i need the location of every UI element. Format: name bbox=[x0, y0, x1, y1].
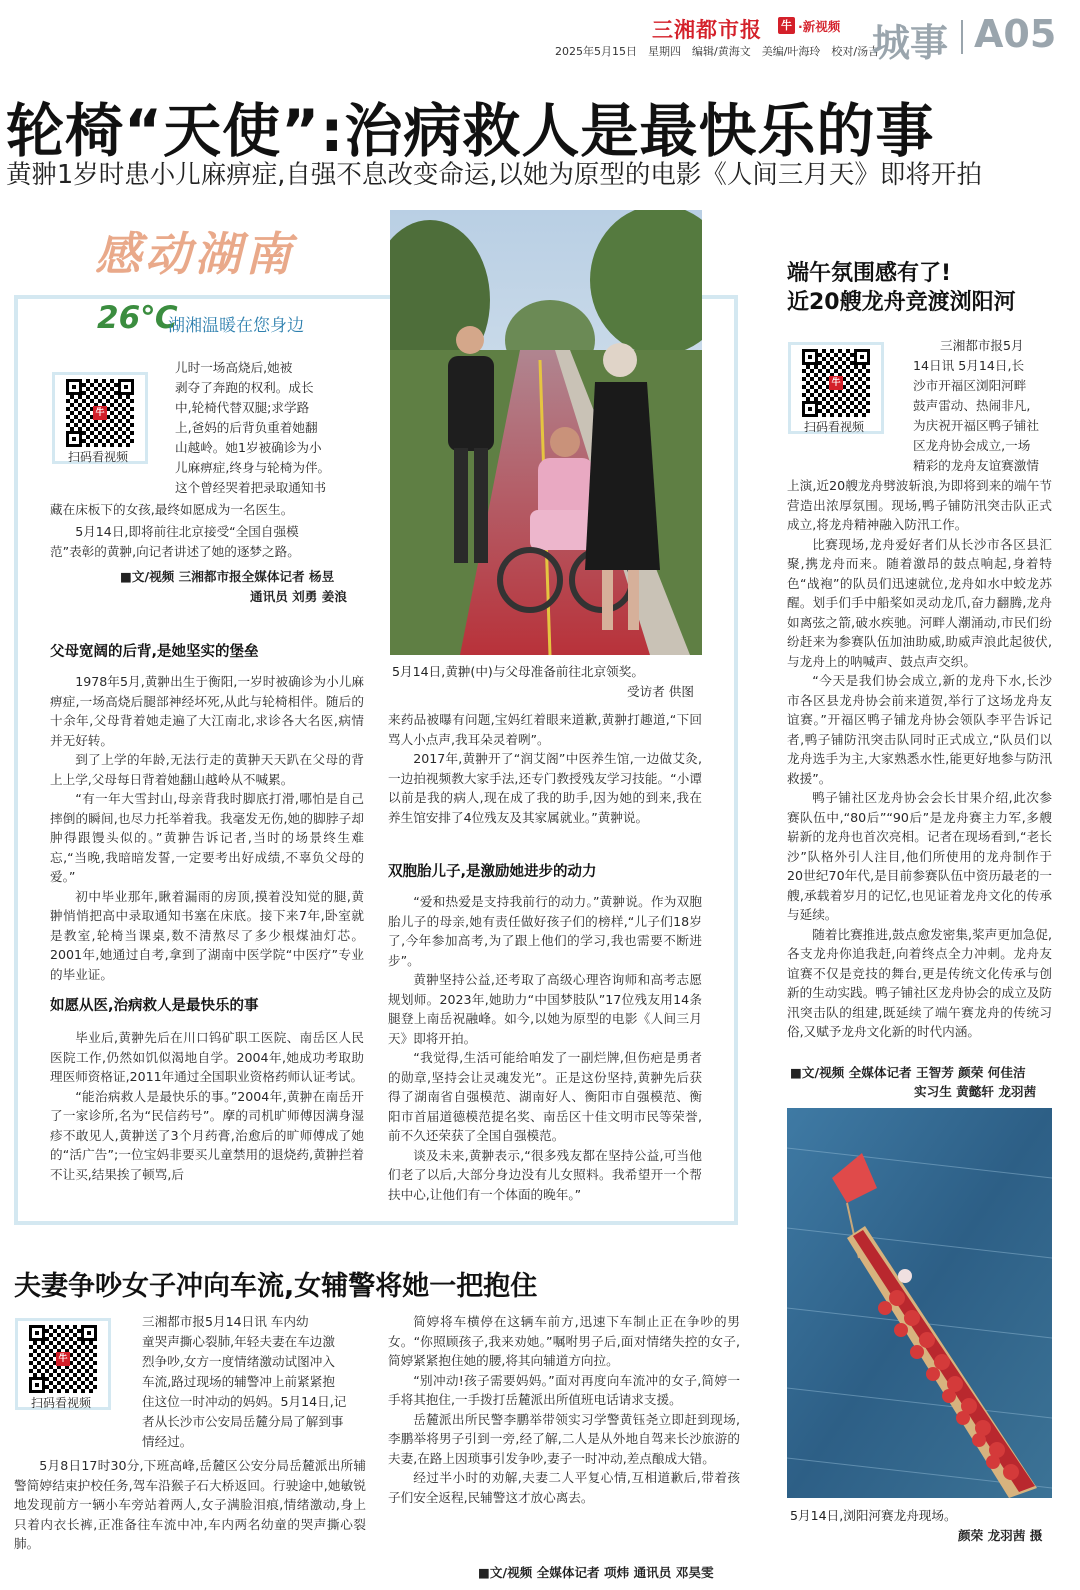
lead-photo-illustration bbox=[390, 210, 702, 655]
paragraph: “今天是我们协会成立,新的龙舟下水,长沙市各区县龙舟协会前来道贺,举行了这场龙舟友谊赛。”开福区鸭子铺龙舟协会领队李平告诉记者,鸭子铺防汛突击队同时正式成立,“队员们以龙舟选手为主,大家熟悉水性,能更好地参与防汛救援”。 bbox=[787, 673, 1052, 786]
paragraph: 经过半小时的劝解,夫妻二人平复心情,互相道歉后,带着孩子们安全返程,民辅警这才放心离去。 bbox=[388, 1470, 740, 1505]
paragraph: 上演,近20艘龙舟劈波斩浪,为即将到来的端午节营造出浓厚氛围。现场,鸭子铺防汛突击队正式成立,将龙舟精神融入防汛工作。 bbox=[787, 478, 1052, 532]
paragraph: 2017年,黄翀开了“润艾阁”中医养生馆,一边做艾灸,一边拍视频教大家手法,还专门教授残友学习技能。“小谭以前是我的病人,现在成了我的助手,因为她的到来,我在养生馆安排了4位残友及其家属就业。”黄翀说。 bbox=[388, 751, 702, 825]
column-tagline: 湖湘温暖在您身边 bbox=[168, 316, 304, 336]
lead-byline: ■文/视频 三湘都市报全媒体记者 杨昱 bbox=[120, 569, 335, 584]
issue-meta: 2025年5月15日 星期四 编辑/黄海文 美编/叶海玲 校对/汤吉 bbox=[555, 45, 880, 58]
lead-intro-line: 5月14日,即将前往北京接受“全国自强模 bbox=[75, 524, 299, 539]
paragraph: “别冲动!孩子需要妈妈。”面对再度向车流冲的女子,简婷一手将其抱住,一手拨打岳麓派出所值班电话请求支援。 bbox=[388, 1372, 740, 1407]
lead-byline-2: 通讯员 刘勇 姜浪 bbox=[250, 589, 347, 604]
side-lead-line: 沙市开福区浏阳河畔 bbox=[913, 378, 1027, 393]
paragraph: “有一年大雪封山,母亲背我时脚底打滑,哪怕是自己摔倒的瞬间,也尽力托举着我。我毫发无伤,她的脚脖子却肿得跟馒头似的。”黄翀告诉记者,当时的场景终生难忘,“当晚,我暗暗发誓,一定要考出好成绩,不辜负父母的爱。” bbox=[50, 791, 364, 884]
side-lead-line: 区龙舟协会成立,一场 bbox=[913, 438, 1031, 453]
side-photo bbox=[787, 1108, 1052, 1498]
subhead-sons: 双胞胎儿子,是激励她进步的动力 bbox=[388, 864, 597, 880]
page-number: A05 bbox=[974, 12, 1057, 56]
paragraph: 5月8日17时30分,下班高峰,岳麓区公安分局岳麓派出所辅警简婷结束护校任务,驾车沿猴子石大桥返回。行驶途中,她敏锐地发现前方一辆小车旁站着两人,女子满脸泪痕,情绪激动,身上只着内衣长裤,正准备往车流中冲,车内两名幼童的哭声撕心裂肺。 bbox=[14, 1458, 366, 1551]
second-lead-line: 车流,路过现场的辅警冲上前紧紧抱 bbox=[142, 1374, 335, 1389]
paragraph: 来药品被曝有问题,宝妈红着眼来道歉,黄翀打趣道,“下回骂人小点声,我耳朵灵着咧”。 bbox=[388, 712, 702, 747]
side-lead-line: 14日讯 5月14日,长 bbox=[913, 358, 1025, 373]
second-col1 bbox=[14, 1456, 366, 1554]
paragraph: “我觉得,生活可能给咱发了一副烂牌,但伤疤是勇者的勋章,坚持会让灵魂发光”。正是这份坚持,黄翀先后获得了湖南省自强模范、湖南好人、衡阳市自强模范、衡阳市首届道德模范提名奖、南岳区十佳文明市民等荣誉,前不久还荣获了全国自强模范。 bbox=[388, 1050, 702, 1143]
lead-intro-line: 这个曾经哭着把录取通知书 bbox=[175, 480, 327, 495]
lead-intro-line: 儿时一场高烧后,她被 bbox=[175, 360, 293, 375]
paragraph: “爱和热爱是支持我前行的动力。”黄翀说。作为双胞胎儿子的母亲,她有责任做好孩子们的榜样,“儿子们18岁了,今年参加高考,为了跟上他们的学习,我也需要不断进步”。 bbox=[388, 894, 702, 968]
paragraph: 毕业后,黄翀先后在川口钨矿职工医院、南岳区人民医院工作,仍然如饥似渴地自学。2004年,她成功考取助理医师资格证,2011年通过全国职业资格药师认证考试。 bbox=[50, 1030, 364, 1084]
newspaper-brand: 三湘都市报 bbox=[652, 18, 762, 42]
lead-col1-bottom bbox=[50, 1028, 364, 1184]
side-qr-box[interactable] bbox=[788, 342, 884, 434]
second-lead-line: 情经过。 bbox=[142, 1434, 193, 1449]
qr-label: 扫码看视频 bbox=[804, 420, 865, 434]
lead-subhead: 黄翀1岁时患小儿麻痹症,自强不息改变命运,以她为原型的电影《人间三月天》即将开拍 bbox=[6, 160, 982, 190]
paragraph: 初中毕业那年,瞅着漏雨的房顶,摸着没知觉的腿,黄翀悄悄把高中录取通知书塞在床底。接下来7年,卧室就是教室,轮椅当课桌,数不清熬尽了多少根煤油灯芯。2001年,她通过自考,拿到了湖南中医学院“中医疗”专业的毕业证。 bbox=[50, 888, 364, 982]
paragraph: 黄翀坚持公益,还考取了高级心理咨询师和高考志愿规划师。2023年,她助力“中国梦肢队”17位残友用14条腿登上南岳祝融峰。如今,以她为原型的电影《人间三月天》即将开拍。 bbox=[388, 972, 702, 1046]
side-photo-credit: 颜荣 龙羽茜 摄 bbox=[958, 1528, 1043, 1543]
lead-col1-top bbox=[50, 672, 364, 984]
column-temp: 26℃ bbox=[97, 300, 178, 336]
second-byline: ■文/视频 全媒体记者 项炜 通讯员 邓昊雯 bbox=[478, 1565, 714, 1580]
second-lead-line: 烈争吵,女方一度情绪激动试图冲入 bbox=[142, 1354, 335, 1369]
second-headline: 夫妻争吵女子冲向车流,女辅警将她一把抱住 bbox=[14, 1271, 538, 1302]
brand-logo-icon: 牛 bbox=[778, 17, 795, 34]
lead-qr-box[interactable] bbox=[52, 372, 148, 464]
paragraph: 简婷将车横停在这辆车前方,迅速下车制止正在争吵的男女。“你照顾孩子,我来劝她。”嘱咐男子后,面对情绪失控的女子,简婷紧紧抱住她的腰,将其向辅道方向拉。 bbox=[388, 1314, 740, 1368]
lead-intro-line: 山越岭。她1岁被确诊为小 bbox=[175, 440, 322, 455]
side-byline-2: 实习生 黄懿轩 龙羽茜 bbox=[914, 1084, 1037, 1099]
section-divider bbox=[961, 20, 963, 54]
paragraph: 到了上学的年龄,无法行走的黄翀天天趴在父母的背上上学,父母每日背着她翻山越岭从不喊累。 bbox=[50, 752, 364, 787]
side-headline-1: 端午氛围感有了! bbox=[787, 261, 952, 286]
second-qr-box[interactable] bbox=[15, 1318, 111, 1410]
brand-suffix: ·新视频 bbox=[798, 19, 841, 34]
second-lead-line: 童哭声撕心裂肺,年轻夫妻在车边激 bbox=[142, 1334, 335, 1349]
paragraph: 谈及未来,黄翀表示,“很多残友都在坚持公益,可当他们老了以后,大部分身边没有儿女照料。我希望开一个帮扶中心,让他们有一个体面的晚年。” bbox=[388, 1147, 702, 1202]
column-title: 感动湖南 bbox=[95, 227, 295, 281]
second-lead-line: 者从长沙市公安局岳麓分局了解到事 bbox=[142, 1414, 344, 1429]
lead-intro-line: 藏在床板下的女孩,最终如愿成为一名医生。 bbox=[50, 502, 294, 517]
lead-col2-bottom bbox=[388, 892, 702, 1204]
second-col2 bbox=[388, 1312, 740, 1507]
qr-code-icon[interactable]: 牛 bbox=[29, 1325, 97, 1393]
lead-intro-line: 剥夺了奔跑的权利。成长 bbox=[175, 380, 314, 395]
section-name: 城事 bbox=[872, 21, 949, 65]
lead-headline: 轮椅“天使”:治病救人是最快乐的事 bbox=[6, 97, 935, 165]
second-lead-line: 住这位一时冲动的妈妈。5月14日,记 bbox=[142, 1394, 347, 1409]
lead-intro-line: 上,爸妈的后背负重着她翻 bbox=[175, 420, 318, 435]
side-byline: ■文/视频 全媒体记者 王智芳 颜荣 何佳洁 bbox=[790, 1065, 1026, 1080]
paragraph: 1978年5月,黄翀出生于衡阳,一岁时被确诊为小儿麻痹症,一场高烧后腿部神经坏死,从此与轮椅相伴。随后的十余年,父母背着她走遍了大江南北,求诊各大名医,病情并无好转。 bbox=[50, 674, 364, 748]
side-lead-line: 为庆祝开福区鸭子铺社 bbox=[913, 418, 1039, 433]
paragraph: 比赛现场,龙舟爱好者们从长沙市各区县汇聚,携龙舟而来。随着激昂的鼓点响起,身着特色“战袍”的队员们迅速就位,龙舟如水中蛟龙苏醒。划手们手中船桨如灵动龙爪,奋力翻腾,龙舟如离弦之箭,破水疾驰。河畔人潮涌动,市民们纷纷赶来为参赛队伍加油助威,助威声浪此起彼伏,与龙舟上的呐喊声、鼓点声交织。 bbox=[787, 536, 1052, 669]
qr-code-icon[interactable]: 牛 bbox=[66, 379, 134, 447]
paragraph: “能治病救人是最快乐的事。”2004年,黄翀在南岳开了一家诊所,名为“民信药号”。摩的司机旷师傅因满身湿疹不敢见人,黄翀送了3个月药膏,治愈后的旷师傅成了她的“活广告”;一位宝妈非要买儿童禁用的退烧药,黄翀拦着不让买,结果挨了顿骂,后 bbox=[50, 1088, 364, 1182]
lead-col2-top bbox=[388, 710, 702, 827]
lead-photo-credit: 受访者 供图 bbox=[627, 684, 694, 699]
subhead-parents: 父母宽阔的后背,是她坚实的堡垒 bbox=[50, 644, 259, 660]
paragraph: 随着比赛推进,鼓点愈发密集,桨声更加急促,各支龙舟你追我赶,向着终点全力冲刺。龙舟友谊赛不仅是竞技的舞台,更是传统文化传承与创新的生动实践。鸭子铺社区龙舟协会的成立及防汛突击队的组建,既延续了端午赛龙舟的传统习俗,又赋予龙舟文化新的时代内涵。 bbox=[787, 926, 1052, 1039]
second-lead-line: 三湘都市报5月14日讯 车内幼 bbox=[142, 1314, 309, 1329]
paragraph: 鸭子铺社区龙舟协会会长甘果介绍,此次参赛队伍中,“80后”“90后”是龙舟赛主力军,多艘崭新的龙舟也首次亮相。记者在现场看到,“老长沙”队格外引人注目,他们所使用的龙舟制作于20世纪70年代,是目前参赛队伍中资历最老的一艘,承载着岁月的记忆,也见证着龙舟文化的传承与延续。 bbox=[787, 790, 1052, 922]
qr-label: 扫码看视频 bbox=[31, 1396, 92, 1410]
lead-photo bbox=[390, 210, 702, 655]
side-body bbox=[787, 476, 1052, 1042]
lead-intro-line: 儿麻痹症,终身与轮椅为伴。 bbox=[175, 460, 331, 475]
side-lead-line: 鼓声雷动、热闹非凡, bbox=[913, 398, 1031, 413]
lead-photo-caption: 5月14日,黄翀(中)与父母准备前往北京领奖。 bbox=[392, 664, 644, 679]
qr-label: 扫码看视频 bbox=[68, 450, 129, 464]
subhead-doctor: 如愿从医,治病救人是最快乐的事 bbox=[50, 998, 259, 1014]
side-photo-caption: 5月14日,浏阳河赛龙舟现场。 bbox=[790, 1508, 957, 1523]
lead-intro-line: 范”表彰的黄翀,向记者讲述了她的逐梦之路。 bbox=[50, 544, 300, 559]
paragraph: 岳麓派出所民警李鹏举带领实习学警黄钰尧立即赶到现场,李鹏举将男子引到一旁,经了解,二人是从外地自驾来长沙旅游的夫妻,在路上因琐事引发争吵,妻子一时冲动,差点酿成大错。 bbox=[388, 1411, 740, 1466]
qr-code-icon[interactable]: 牛 bbox=[802, 349, 870, 417]
dragon-boat-illustration bbox=[787, 1108, 1052, 1498]
side-headline-2: 近20艘龙舟竞渡浏阳河 bbox=[787, 290, 1016, 315]
side-lead-line: 精彩的龙舟友谊赛激情 bbox=[913, 458, 1039, 473]
lead-intro-line: 中,轮椅代替双腿;求学路 bbox=[175, 400, 310, 415]
side-lead-line: 三湘都市报5月 bbox=[940, 338, 1024, 353]
